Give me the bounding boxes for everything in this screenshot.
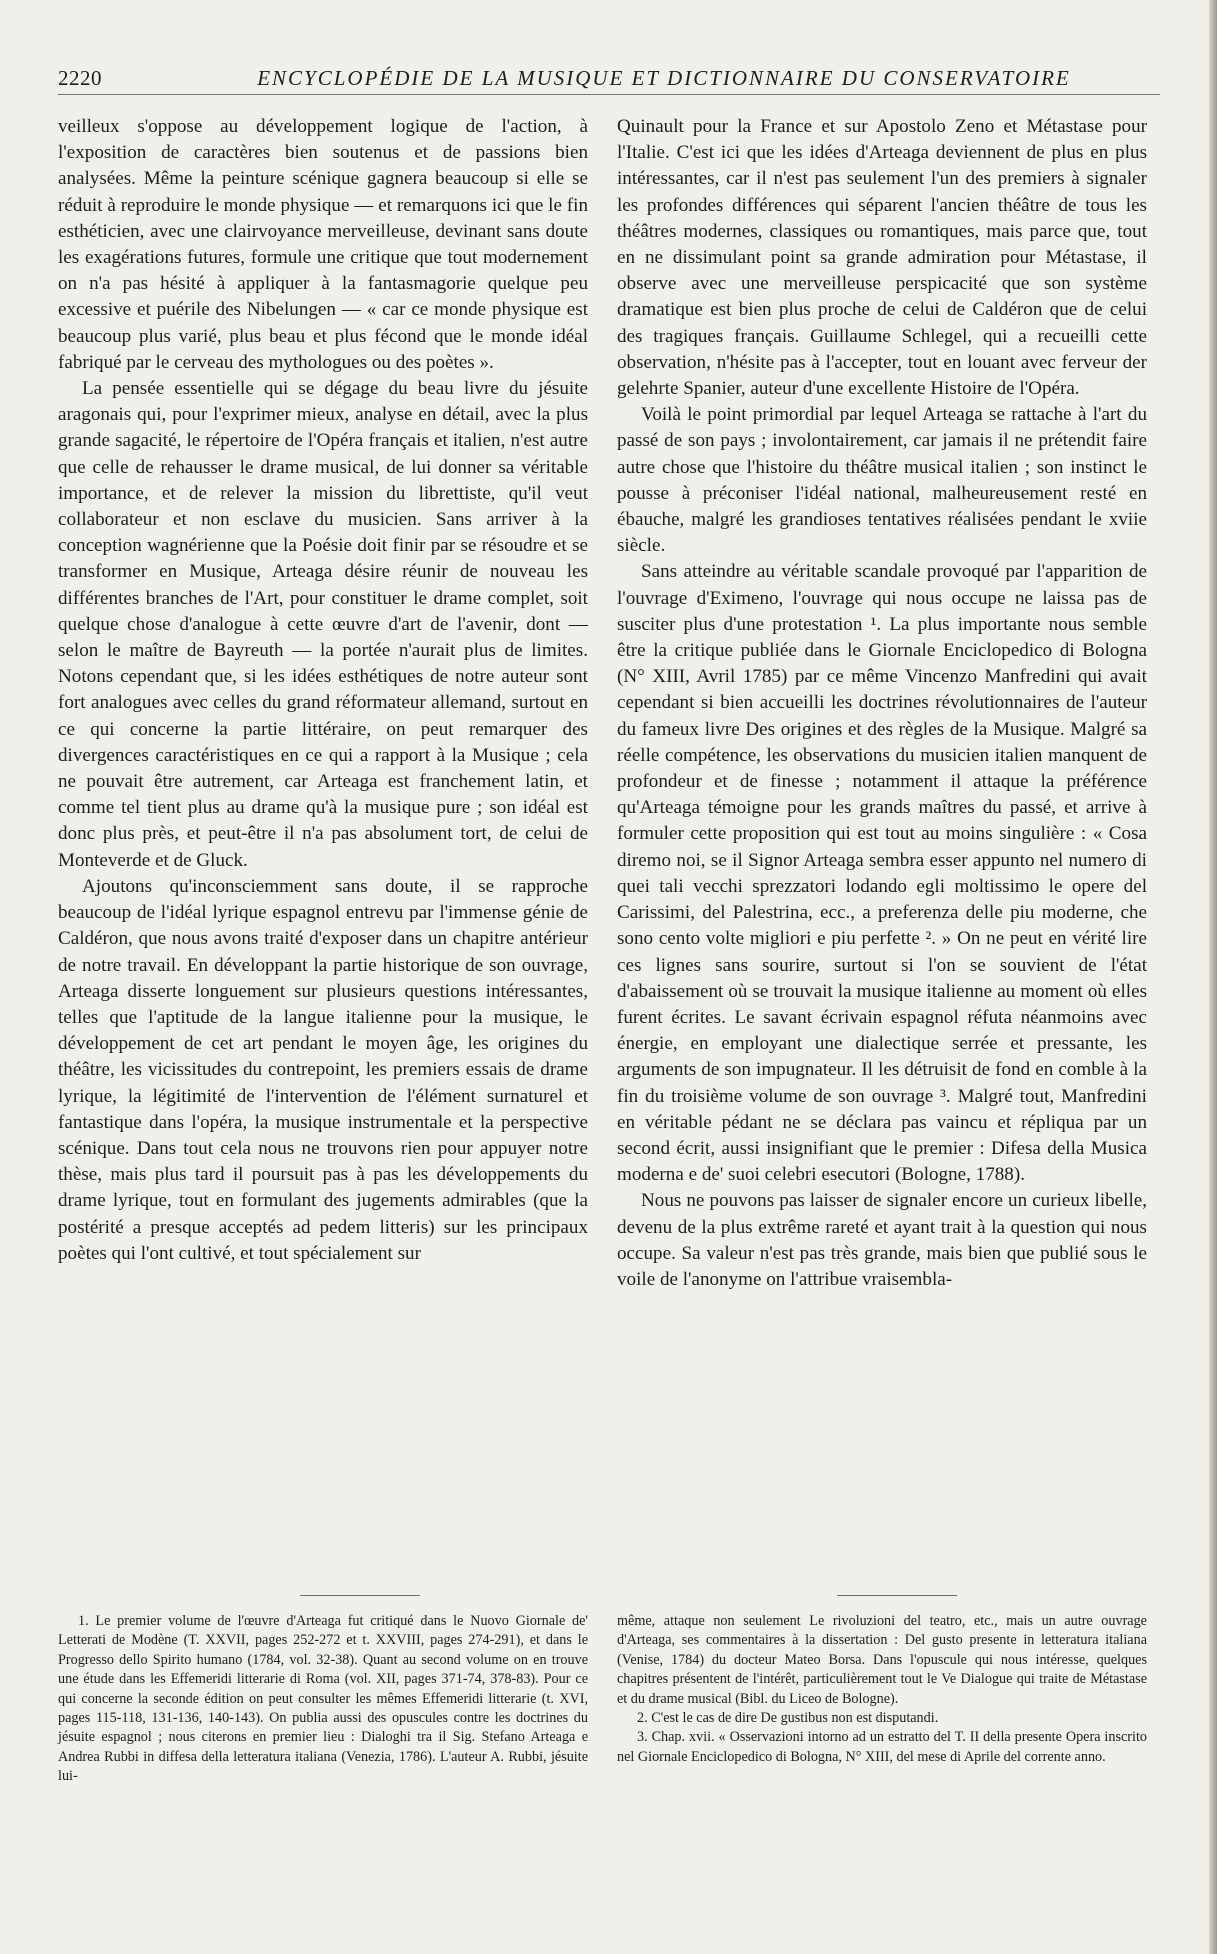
- right-paragraph-1: Quinault pour la France et sur Apostolo Zeno et Métastase pour l'Italie. C'est ici que les idées d'Arteaga deviennent de plus en plus intéressantes, car il n'est pas seulement l'un des premiers à signaler les profondes différences qui séparent l'ancien théâtre de tous les théâtres modernes, classiques ou romantiques, mais parce que, tout en ne dissimulant point sa grande admiration pour Métastase, il observe avec une merveilleuse perspicacité que son système dramatique est bien plus proche de celui de Caldéron que de celui des tragiques français. Guillaume Schlegel, qui a recueilli cette observation, n'hésite pas à l'accepter, tout en louant avec ferveur der gelehrte Spanier, auteur d'une excellente Histoire de l'Opéra.: [617, 116, 1147, 400]
- right-paragraph-4: Nous ne pouvons pas laisser de signaler encore un curieux libelle, devenu de la plus extrême rareté et ayant trait à la question qui nous occupe. Sa valeur n'est pas très grande, mais bien que publié sous le voile de l'anonyme on l'attribue vraisembla-: [617, 1190, 1147, 1290]
- page-header: [58, 64, 1160, 95]
- left-column: [58, 114, 588, 1267]
- left-paragraph-1: veilleux s'oppose au développement logique de l'action, à l'exposition de caractères bien soutenus et de passions bien analysées. Même la peinture scénique gagnera beaucoup si elle se réduit à reproduire le monde physique — et remarquons ici que le fin esthéticien, avec une clairvoyance merveilleuse, devinant sans doute les exagérations futures, formule une critique que tout modernement on n'a pas hésité à appliquer à la fantasmagorie quelque peu excessive et puérile des Nibelungen — « car ce monde physique est beaucoup plus varié, plus beau et plus fécond que le monde idéal fabriqué par le cerveau des mythologues ou des poètes ».: [58, 116, 588, 373]
- running-title: ENCYCLOPÉDIE DE LA MUSIQUE ET DICTIONNAIRE DU CONSERVATOIRE: [257, 66, 1071, 90]
- footnotes-left: [58, 1612, 588, 1787]
- footnote-rule-left: [300, 1595, 420, 1596]
- footnote-1-continued: même, attaque non seulement Le rivoluzioni del teatro, etc., mais un autre ouvrage d'Arteaga, ses commentaires à la dissertation : Del gusto presente in letteratura italiana (Venise, 1784) du docteur Mateo Borsa. Dans l'opuscule qui nous intéresse, quelques chapitres présentent de l'intérêt, particulièrement tout le Ve Dialogue qui traite de Métastase et du drame musical (Bibl. du Liceo de Bologne).: [617, 1613, 1147, 1707]
- page-edge-shadow: [1209, 0, 1217, 1954]
- right-paragraph-2: Voilà le point primordial par lequel Arteaga se rattache à l'art du passé de son pays ; involontairement, car jamais il ne prétendit faire autre chose que l'histoire du théâtre musical italien ; son instinct le pousse à préconiser l'idéal national, malheureusement resté en ébauche, malgré les grandioses tentatives réalisées pendant le xviie siècle.: [617, 404, 1147, 557]
- footnote-1: 1. Le premier volume de l'œuvre d'Arteaga fut critiqué dans le Nuovo Giornale de' Letterati de Modène (T. XXVII, pages 252-272 et t. XXVIII, pages 274-291), et dans le Progresso dello Spirito humano (1784, vol. 32-38). Quant au second volume on en trouve une étude dans les Effemeridi litterarie di Roma (vol. XII, pages 371-74, 378-83). Pour ce qui concerne la seconde édition on peut consulter les mêmes Effemeridi litterarie (t. XVI, pages 115-118, 131-136, 140-143). On publia aussi des opuscules contre les doctrines du jésuite espagnol ; nous citerons en premier lieu : Dialoghi tra il Sig. Stefano Arteaga e Andrea Rubbi in diffesa della letteratura italiana (Venezia, 1786). L'auteur A. Rubbi, jésuite lui-: [58, 1613, 588, 1785]
- right-column: [617, 114, 1147, 1293]
- page-number: 2220: [58, 66, 102, 90]
- right-paragraph-3: Sans atteindre au véritable scandale provoqué par l'apparition de l'ouvrage d'Eximeno, l'ouvrage qui nous occupe ne laissa pas de susciter plus d'une protestation ¹. La plus importante nous semble être la critique publiée dans le Giornale Enciclopedico di Bologna (N° XIII, Avril 1785) par ce même Vincenzo Manfredini qui avait cependant si bien accueilli les doctrines révolutionnaires de l'auteur du fameux livre Des origines et des règles de la Musique. Malgré sa réelle compétence, les observations du musicien italien manquent de profondeur et de finesse ; notamment il attaque la préférence qu'Arteaga témoigne pour les grands maîtres du passé, et arrive à formuler cette proposition qui est tout au moins singulière : « Cosa diremo noi, se il Signor Arteaga sembra esser appunto nel numero di quei tali vecchi sprezzatori lodando egli moltissimo le opere del Carissimi, del Palestrina, ecc., a preferenza delle piu moderne, che sono cento volte migliori e piu perfette ². » On ne peut en vérité lire ces lignes sans sourire, surtout si l'on se souvient de l'état d'abaissement où se trouvait la musique italienne au moment où elles furent écrites. Le savant écrivain espagnol réfuta néanmoins avec énergie, en employant une dialectique serrée et pressante, les arguments de son impugnateur. Il les détruisit de fond en comble à la fin du troisième volume de son ouvrage ³. Malgré tout, Manfredini en véritable pédant ne se déclara pas vaincu et répliqua par un second écrit, aussi insignifiant que le premier : Difesa della Musica moderna e de' suoi celebri esecutori (Bologne, 1788).: [617, 561, 1147, 1186]
- footnote-2: 2. C'est le cas de dire De gustibus non est disputandi.: [637, 1710, 939, 1727]
- left-paragraph-3: Ajoutons qu'inconsciemment sans doute, il se rapproche beaucoup de l'idéal lyrique espagnol entrevu par l'immense génie de Caldéron, que nous avons traité d'exposer dans un chapitre antérieur de notre travail. En développant la partie historique de son ouvrage, Arteaga disserte longuement sur plusieurs questions intéressantes, telles que l'aptitude de la langue italienne pour la musique, le développement de cet art pendant le moyen âge, les origines du théâtre, les vicissitudes du contrepoint, les premiers essais de drame lyrique, la légitimité de l'intervention de l'élément surnaturel et fantastique dans l'opéra, la musique instrumentale et la perspective scénique. Dans tout cela nous ne trouvons rien pour appuyer notre thèse, mais plus tard il poursuit pas à pas les développements du drame lyrique, tout en formulant des jugements admirables (que la postérité a presque acceptés ad pedem litteris) sur les principaux poètes qui l'ont cultivé, et tout spécialement sur: [58, 875, 588, 1264]
- footnotes-right: [617, 1612, 1147, 1767]
- left-paragraph-2: La pensée essentielle qui se dégage du beau livre du jésuite aragonais qui, pour l'exprimer mieux, analyse en détail, avec la plus grande sagacité, le répertoire de l'Opéra français et italien, n'est autre que celle de rehausser le drame musical, de lui donner sa véritable importance, et de relever la mission du librettiste, qu'il veut collaborateur et non esclave du musicien. Sans arriver à la conception wagnérienne que la Poésie doit finir par se résoudre et se transformer en Musique, Arteaga désire réunir de nouveau les différentes branches de l'Art, pour constituer le drame complet, soit quelque chose d'analogue à cette œuvre d'art de l'avenir, dont — selon le maître de Bayreuth — la portée n'aurait plus de limites. Notons cependant que, si les idées esthétiques de notre auteur sont fort analogues avec celles du grand réformateur allemand, surtout en ce qui concerne la partie littéraire, on peut remarquer des divergences caractéristiques en ce qui a rapport à la Musique ; cela ne pouvait être autrement, car Arteaga est franchement latin, et comme tel tient plus au drame qu'à la musique pure ; son idéal est donc plus près, et peut-être il n'a pas absolument tort, de celui de Monteverde et de Gluck.: [58, 378, 588, 871]
- footnote-rule-right: [837, 1595, 957, 1596]
- footnote-3: 3. Chap. xvii. « Osservazioni intorno ad un estratto del T. II della presente Opera inscrito nel Giornale Enciclopedico di Bologna, N° XIII, del mese di Aprile del corrente anno.: [617, 1729, 1147, 1765]
